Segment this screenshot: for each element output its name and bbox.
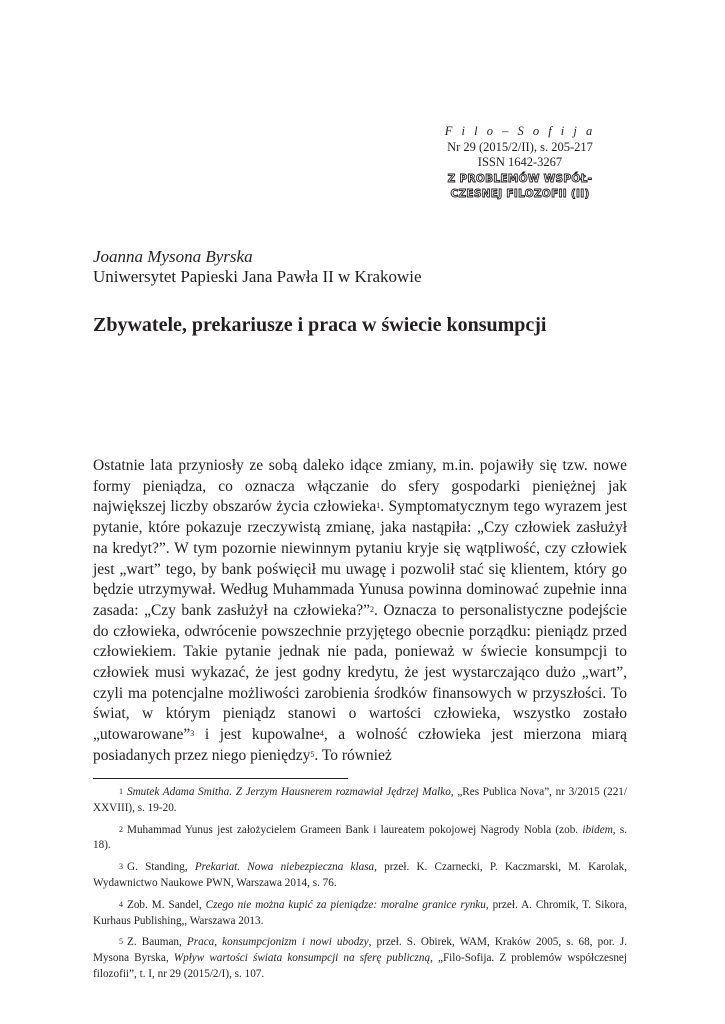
series-line-2: CZESNEJ FILOZOFII (II) bbox=[450, 187, 590, 200]
footnote-italic: Wpływ wartości świata konsumpcji na sferę publiczną bbox=[173, 952, 431, 965]
footnote bbox=[93, 935, 627, 982]
journal-name: F i l o – S o f i j a bbox=[444, 124, 596, 138]
body-text: . Symptomatycznym tego wyrazem jest pytanie, które pokazuje rzeczywistą zmianę, jaka nastąpiła: „Czy człowiek zasłużył na kredyt?”. W tym pozornie niewinnym pytaniu kryje się wątpliwość, czy człowiek jest „wart” tego, by bank poświęcił mu uwagę i pozwolił stać się klientem, który go będzie utrzymywał. Według Muhammada Yunusa powinna dominować zupełnie inna zasada: „Czy bank zasłużył na człowieka?” bbox=[93, 498, 627, 619]
footnote-text: Muhammad Yunus jest założycielem Grameen Bank i laureatem pokojowej Nagrody Nobla (zob. bbox=[127, 823, 583, 836]
footnote-ref: 1 bbox=[376, 501, 381, 511]
footnote bbox=[93, 785, 627, 817]
author-affiliation: Uniwersytet Papieski Jana Pawła II w Krakowie bbox=[93, 267, 422, 286]
journal-series bbox=[420, 172, 620, 202]
footnote bbox=[93, 823, 627, 855]
footnote-text: , przeł. K. Czarnecki, P. Kaczmarski, M. Karolak, Wydawnictwo Naukowe PWN, Warszawa 2014, s. 76. bbox=[93, 861, 627, 889]
journal-issue: Nr 29 (2015/2/II), s. 205-217 bbox=[447, 139, 593, 154]
footnotes bbox=[93, 785, 627, 989]
footnote-number: 1 bbox=[119, 787, 123, 796]
body-paragraph bbox=[93, 456, 627, 767]
footnote-text: G. Standing, bbox=[127, 861, 195, 874]
body-text: i jest kupowalne bbox=[194, 726, 320, 744]
footnote-text: , s. 18). bbox=[93, 823, 627, 852]
article-title: Zbywatele, prekariusze i praca w świecie konsumpcji bbox=[93, 314, 547, 336]
footnote-text: Z. Bauman, bbox=[127, 936, 187, 949]
footnote bbox=[93, 860, 627, 892]
footnote-number: 5 bbox=[119, 937, 123, 947]
footnote-text: , przeł. S. Obirek, WAM, Kraków 2005, s. 68, por. J. Mysona Byrska, bbox=[93, 936, 627, 965]
footnote-text: , „Res Publica Nova”, nr 3/2015 (221/ XXVIII), s. 19-20. bbox=[93, 786, 627, 814]
footnote-italic: Praca, konsumpcjonizm i nowi ubodzy bbox=[186, 936, 369, 949]
body-text: . To również bbox=[314, 746, 392, 764]
footnote-italic: Czego nie można kupić za pieniądze: moralne granice rynku bbox=[205, 898, 486, 911]
body-text: , a wolność człowieka jest mierzona miarą posiadanych przez niego pieniędzy bbox=[93, 726, 628, 764]
footnote-text: , przeł. A. Chromik, T. Sikora, Kurhaus Publishing,, Warszawa 2013. bbox=[93, 898, 628, 927]
author-block bbox=[93, 247, 422, 287]
footnote-text: , „Filo-Sofija. Z problemów współczesnej filozofii”, t. I, nr 29 (2015/2/I), s. 107. bbox=[93, 952, 628, 980]
footnote-italic: ibidem bbox=[582, 823, 613, 836]
footnote-italic: Prekariat. Nowa niebezpieczna klasa bbox=[194, 861, 375, 874]
footnote-ref: 4 bbox=[319, 729, 324, 739]
footnote-ref: 3 bbox=[190, 729, 195, 739]
author-name: Joanna Mysona Byrska bbox=[93, 247, 253, 266]
journal-header bbox=[420, 124, 620, 202]
body-text: Ostatnie lata przyniosły ze sobą daleko idące zmiany, m.in. pojawiły się tzw. nowe formy pieniądza, co oznacza włączanie do sfery gospodarki pieniężnej jak największej liczby obszarów życia człowieka bbox=[93, 457, 627, 516]
footnote bbox=[93, 898, 627, 930]
footnote-number: 4 bbox=[119, 899, 123, 909]
footnote-italic: Smutek Adama Smitha. Z Jerzym Hausnerem rozmawiał Jędrzej Malko bbox=[127, 786, 451, 798]
footnote-number: 2 bbox=[119, 824, 123, 834]
journal-issn: ISSN 1642-3267 bbox=[477, 155, 563, 169]
series-line-1: Z PROBLEMÓW WSPÓŁ- bbox=[447, 172, 593, 185]
footnote-ref: 2 bbox=[369, 604, 374, 614]
body-text: . Oznacza to personalistyczne podejście do człowieka, odwrócenie powszechnie przyjętego obecnie porządku: pieniądz przed człowiekiem. Takie pytanie jednak nie pada, ponieważ w świecie konsumpcji to człowiek musi wykazać, że jest godny kredytu, że jest wystarczająco dużo „wart”, czyli ma potencjalne możliwości zarobienia środków finansowych w przyszłości. To świat, w którym pieniądz stanowi o wartości człowieka, wszystko zostało „utowarowane” bbox=[93, 601, 627, 744]
footnote-divider bbox=[93, 778, 348, 779]
footnote-ref: 5 bbox=[310, 749, 315, 759]
footnote-number: 3 bbox=[119, 862, 123, 872]
footnote-text: Zob. M. Sandel, bbox=[127, 898, 206, 911]
